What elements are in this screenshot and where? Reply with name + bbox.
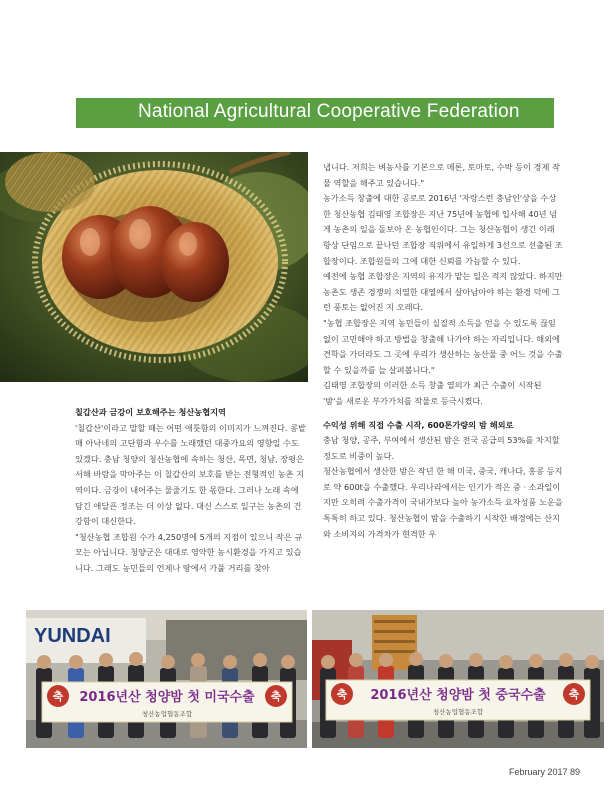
- section-heading-1: 칠갑산과 금강이 보호해주는 청산농협지역: [75, 407, 226, 417]
- page-footer: February 2017 89: [509, 767, 581, 777]
- paragraph: 냅니다. 저희는 벼농사를 기본으로 메론, 토마토, 수박 등이 경제 작물 역할을 해주고 있습니다.": [323, 162, 560, 188]
- banner-badge-right: 축: [270, 690, 282, 703]
- left-column: [75, 405, 307, 577]
- section-banner: [76, 98, 554, 128]
- banner-title: National Agricultural Cooperative Federation: [138, 101, 520, 122]
- paragraph: 김태영 조합장의 이러한 소득 창출 열의가 최근 수출이 시작된 '밤'을 새로운 부가가치를 작물로 등극시켰다.: [323, 380, 542, 406]
- china-export-banner-text: 2016년산 청양밤 첫 중국수출: [370, 688, 546, 703]
- paragraph: 충남 청양, 공주, 부여에서 생산된 밤은 전국 공급의 53%를 차지할 정도로 비중이 높다.: [323, 435, 560, 461]
- right-column: [323, 160, 563, 542]
- paragraph: 농가소득 창출에 대한 공로로 2016년 '자랑스런 충남인'상을 수상한 청산농협 김태영 조합장은 지난 75년에 농협에 입사해 40년 넘게 농촌의 일을 돌보아 온 농협인이다. 그는 청산농협이 생긴 이래 항상 단임으로 끝나던 조합장 직위에서 유일하게 3선으로 선출된 조합장이다. 조합원들의 그에 대한 신뢰를 가늠할 수 있다.: [323, 193, 563, 266]
- banner-org-name: 청산농업협동조합: [141, 710, 193, 718]
- chestnut-photo: [0, 152, 308, 382]
- paragraph: '칠갑산'이라고 말할 때는 어떤 애틋함의 이미지가 느껴진다. 콩밭 매 아낙네의 고단함과 우수를 노래했던 대중가요의 영향일 수도 있겠다. 충남 청양의 청산농협에 속하는 청산, 목면, 청남, 장평은 서해 바람을 막아주는 이 칠갑산의 보호를 받는 전형적인 농촌 지역이다. 금강이 내어주는 물줄기도 한 몫한다. 그러나 노래 속에 담긴 애달픈 정조는 더 이상 없다. 대신 스스로 일구는 농촌의 건강함이 대신한다.: [75, 422, 306, 527]
- container-text: YUNDAI: [34, 625, 111, 647]
- us-export-group-photo: [26, 610, 307, 748]
- banner-badge-left: 축: [52, 690, 64, 703]
- paragraph: "농협 조합장은 지역 농민들이 실질적 소득을 얻을 수 있도록 끊임없이 고민해야 하고 방법을 창출해 나가야 하는 자리입니다. 해외에 견학을 가더라도 그 곳에 우리가 생산하는 농산물 중 어느 것을 수출할 수 있을까를 늘 살펴봅니다.": [323, 317, 563, 375]
- banner-org-name: 청산농업협동조합: [432, 708, 484, 716]
- us-export-banner-text: 2016년산 청양밤 첫 미국수출: [79, 690, 255, 705]
- paragraph: 청산농협에서 생산한 밤은 작년 한 해 미국, 중국, 캐나다, 홍콩 등지로 약 600t을 수출했다. 우리나라에서는 인기가 적은 중 · 소과일이지만 오히려 수출가격이 국내가보다 높아 농가소득 요자성품 노운을 톡톡히 하고 있다. 청산농협이 밤을 수출하기 시작한 배경에는 산지와 소비지의 가격차가 현격한 우: [323, 466, 563, 539]
- section-heading-2: 수익성 위해 직접 수출 시작, 600톤가량의 밤 해외로: [323, 419, 514, 430]
- china-export-group-photo: [312, 610, 604, 748]
- banner-badge-left: 축: [336, 688, 348, 701]
- banner-badge-right: 축: [568, 688, 580, 701]
- paragraph: "청산농협 조합원 수가 4,250명에 5개의 지점이 있으니 작은 규모는 아닙니다. 청양군은 대대로 영약한 농시환경을 가지고 있습니다. 그래도 농민들의 언제나 땅에서 가풀 거리를 찾아: [75, 531, 303, 573]
- paragraph: 예전에 농협 조합장은 지역의 유지가 맡는 일은 적지 않았다. 하지만 농촌도 생존 경쟁의 치열한 대열에서 살아남아야 하는 환경 덕에 그런 풍토는 없어진 지 오래다.: [323, 271, 563, 313]
